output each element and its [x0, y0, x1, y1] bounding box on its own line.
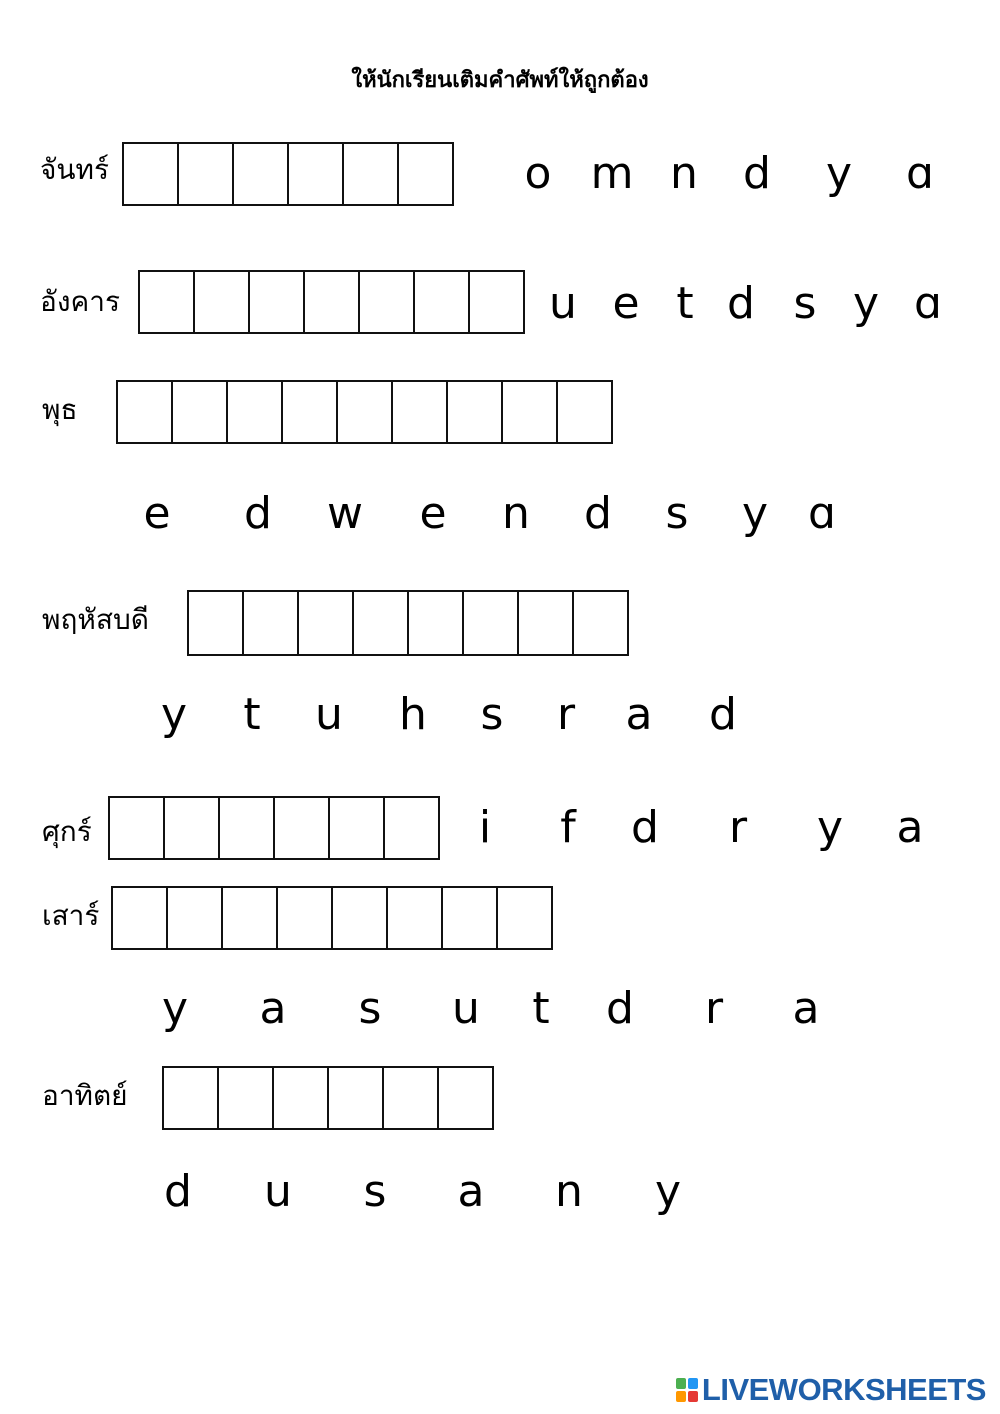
scrambled-letter-text: y [825, 148, 853, 199]
letter-answer-box[interactable] [163, 796, 220, 860]
letter-answer-box[interactable] [413, 270, 470, 334]
letter-answer-box[interactable] [221, 886, 278, 950]
letter-answer-box[interactable] [517, 590, 574, 656]
brand-name: LIVEWORKSHEETS [701, 1372, 986, 1407]
letter-answer-box[interactable] [171, 380, 228, 444]
thai-day-label: อังคาร [40, 285, 120, 318]
letter-answer-box[interactable] [556, 380, 613, 444]
letter-answer-box[interactable] [217, 1066, 274, 1130]
letter-answer-box[interactable] [391, 380, 448, 444]
scrambled-letter-text: a [792, 983, 820, 1034]
letter-answer-box[interactable] [468, 270, 525, 334]
scrambled-letter-text: f [560, 802, 576, 853]
letter-answer-box[interactable] [187, 590, 244, 656]
scrambled-letter-text: d [631, 802, 659, 853]
letter-answer-box[interactable] [218, 796, 275, 860]
letter-answer-box[interactable] [331, 886, 388, 950]
letter-answer-box[interactable] [226, 380, 283, 444]
scrambled-letter-text: d [727, 278, 755, 329]
scrambled-letter-text: n [555, 1166, 583, 1217]
liveworksheets-logo-icon [676, 1378, 698, 1402]
liveworksheets-brand [676, 1372, 986, 1408]
letter-answer-box[interactable] [122, 142, 179, 206]
letter-answer-box[interactable] [496, 886, 553, 950]
thai-day-label: พฤหัสบดี [42, 603, 149, 636]
scrambled-letter-text: r [704, 983, 724, 1034]
scrambled-letter-text: d [709, 689, 737, 740]
letter-answer-box[interactable] [272, 1066, 329, 1130]
scrambled-letter-text: n [670, 148, 698, 199]
scrambled-letter-text: ɑ [906, 148, 934, 199]
scrambled-letter-text: d [743, 148, 771, 199]
letter-answer-box[interactable] [342, 142, 399, 206]
scrambled-letter-text: o [524, 148, 552, 199]
scrambled-letter-text: d [584, 488, 612, 539]
scrambled-letter-text: w [327, 488, 363, 539]
letter-answer-box[interactable] [446, 380, 503, 444]
letter-answer-box[interactable] [358, 270, 415, 334]
scrambled-letter-text: u [315, 689, 343, 740]
worksheet-title: ให้นักเรียนเติมคำศัพท์ให้ถูกต้อง [351, 68, 649, 93]
letter-answer-box[interactable] [281, 380, 338, 444]
scrambled-letter-text: e [143, 488, 171, 539]
letter-answer-box[interactable] [382, 1066, 439, 1130]
scrambled-letter-text: s [665, 488, 689, 539]
letter-answer-box[interactable] [501, 380, 558, 444]
letter-answer-box[interactable] [352, 590, 409, 656]
letter-answer-box[interactable] [297, 590, 354, 656]
scrambled-letter-text: r [728, 802, 748, 853]
letter-answer-box[interactable] [116, 380, 173, 444]
scrambled-letter-text: m [590, 148, 634, 199]
scrambled-letter-text: i [478, 802, 492, 853]
scrambled-letter-text: a [896, 802, 924, 853]
letter-answer-box[interactable] [242, 590, 299, 656]
letter-answer-box[interactable] [572, 590, 629, 656]
letter-answer-box[interactable] [441, 886, 498, 950]
letter-answer-box[interactable] [462, 590, 519, 656]
letter-answer-box[interactable] [336, 380, 393, 444]
letter-answer-box[interactable] [276, 886, 333, 950]
thai-day-label: อาทิตย์ [42, 1079, 128, 1112]
thai-day-label: เสาร์ [42, 899, 100, 932]
letter-answer-box[interactable] [111, 886, 168, 950]
scrambled-letter-text: y [654, 1166, 682, 1217]
scrambled-letter-text: y [161, 983, 189, 1034]
scrambled-letter-text: a [457, 1166, 485, 1217]
letter-answer-box[interactable] [287, 142, 344, 206]
scrambled-letter-text: h [399, 689, 427, 740]
letter-answer-box[interactable] [407, 590, 464, 656]
scrambled-letter-text: d [244, 488, 272, 539]
scrambled-letter-text: ɑ [808, 488, 836, 539]
letter-answer-box[interactable] [386, 886, 443, 950]
scrambled-letter-text: ɑ [914, 278, 942, 329]
scrambled-letter-text: e [612, 278, 640, 329]
letter-answer-box[interactable] [248, 270, 305, 334]
letter-answer-box[interactable] [166, 886, 223, 950]
letter-answer-box[interactable] [328, 796, 385, 860]
scrambled-letter-text: r [556, 689, 576, 740]
thai-day-label: พุธ [42, 393, 78, 426]
letter-answer-box[interactable] [162, 1066, 219, 1130]
letter-answer-box[interactable] [232, 142, 289, 206]
scrambled-letter-text: u [264, 1166, 292, 1217]
scrambled-letter-text: t [243, 689, 261, 740]
letter-answer-box[interactable] [397, 142, 454, 206]
letter-answer-box[interactable] [383, 796, 440, 860]
scrambled-letter-text: u [549, 278, 577, 329]
letter-answer-box[interactable] [437, 1066, 494, 1130]
thai-day-label: จันทร์ [40, 153, 110, 186]
scrambled-letter-text: y [852, 278, 880, 329]
scrambled-letter-text: y [816, 802, 844, 853]
thai-day-label: ศุกร์ [42, 815, 92, 848]
scrambled-letter-text: n [502, 488, 530, 539]
scrambled-letter-text: s [793, 278, 817, 329]
scrambled-letter-text: a [625, 689, 653, 740]
scrambled-letter-text: d [164, 1166, 192, 1217]
letter-answer-box[interactable] [138, 270, 195, 334]
scrambled-letter-text: s [358, 983, 382, 1034]
scrambled-letter-text: d [606, 983, 634, 1034]
scrambled-letter-text: e [419, 488, 447, 539]
scrambled-letter-text: s [480, 689, 504, 740]
scrambled-letter-text: t [676, 278, 694, 329]
scrambled-letter-text: a [259, 983, 287, 1034]
letter-answer-box[interactable] [193, 270, 250, 334]
letter-answer-box[interactable] [273, 796, 330, 860]
scrambled-letter-text: y [160, 689, 188, 740]
letter-answer-box[interactable] [303, 270, 360, 334]
scrambled-letter-text: t [532, 983, 550, 1034]
scrambled-letter-text: s [363, 1166, 387, 1217]
letter-answer-box[interactable] [108, 796, 165, 860]
letter-answer-box[interactable] [177, 142, 234, 206]
scrambled-letter-text: u [452, 983, 480, 1034]
letter-answer-box[interactable] [327, 1066, 384, 1130]
scrambled-letter-text: y [741, 488, 769, 539]
